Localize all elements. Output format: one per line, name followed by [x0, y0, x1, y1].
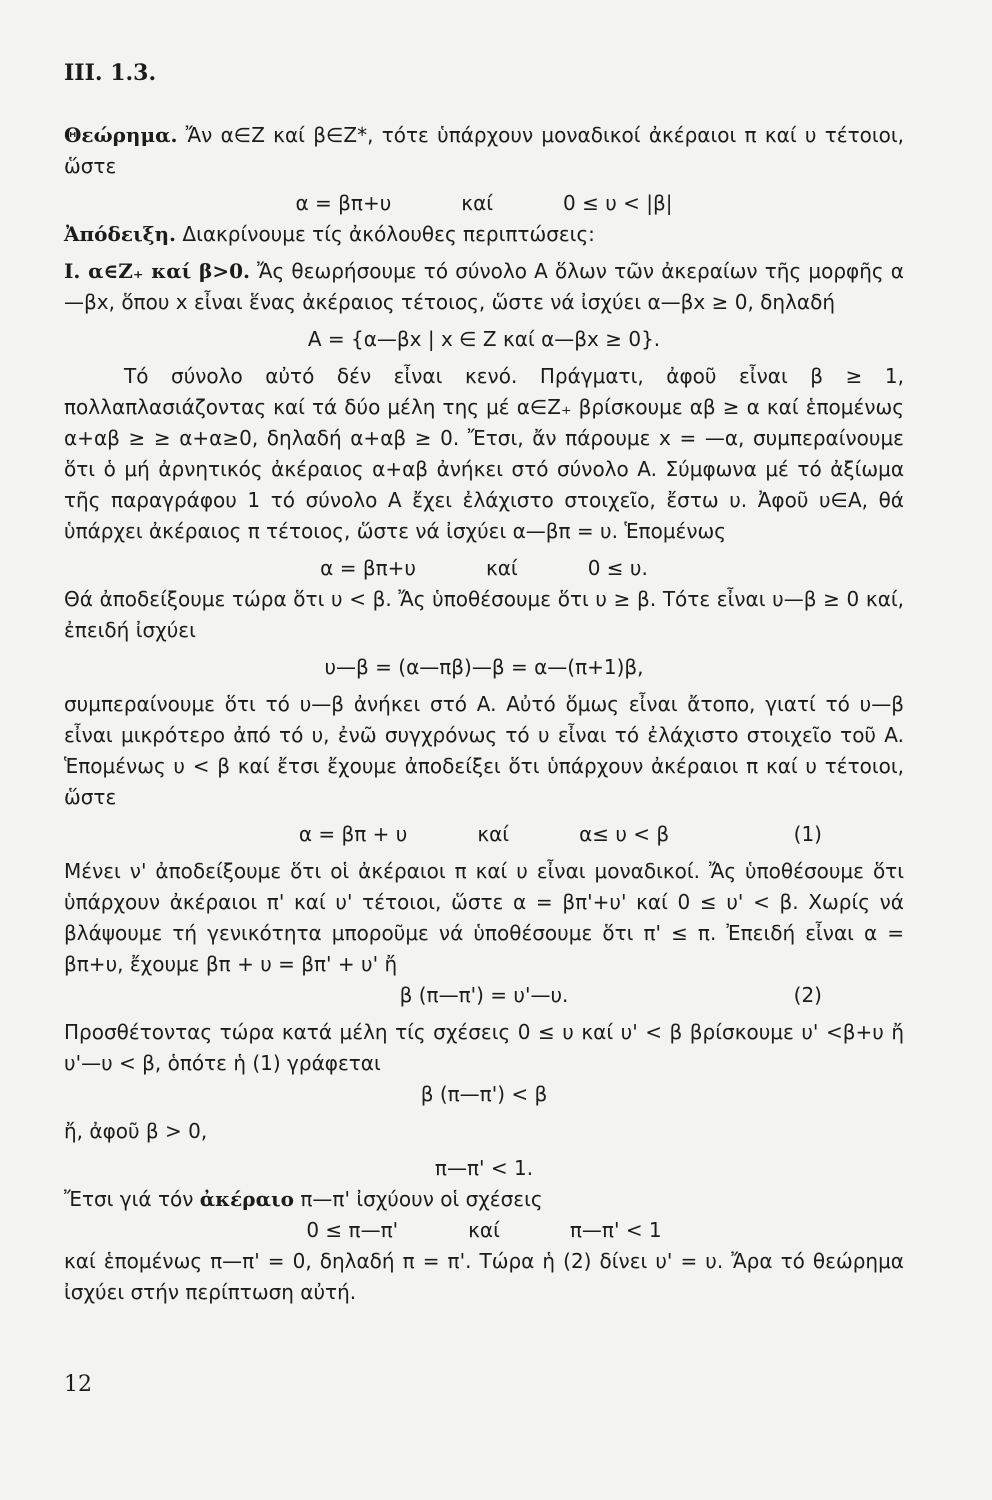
equation-2: [64, 980, 904, 1011]
case-text: Ἄς θεωρήσουμε τό σύνολο A ὅλων τῶν ἀκεραίων τῆς μορφῆς α—βx, ὅπου x εἶναι ἕνας ἀκέραιος τέτοιος, ὥστε νά ἰσχύει α—βx ≥ 0, δηλαδή: [64, 259, 904, 314]
paragraph-since: ἤ, ἀφοῦ β > 0,: [64, 1119, 208, 1143]
equation-number: (2): [793, 983, 822, 1007]
page-number: 12: [64, 1372, 92, 1397]
equation-left: α = βπ + υ: [298, 822, 408, 846]
equation-conjunction: καί: [461, 191, 494, 215]
theorem-text: Ἄν α∈Z καί β∈Z*, τότε ὑπάρχουν μοναδικοί ἀκέραιοι π καί υ τέτοιοι, ὥστε: [64, 123, 904, 178]
equation-bounds: [64, 1215, 904, 1246]
theorem-equation: [64, 188, 904, 219]
equation-left: α = βπ+υ: [320, 556, 416, 580]
paragraph-nonempty: Τό σύνολο αὐτό δέν εἶναι κενό. Πράγματι, ἀφοῦ εἶναι β ≥ 1, πολλαπλασιάζοντας καί τά δύο μέλη της μέ α∈Z₊ βρίσκουμε αβ ≥ α καί ἑπομένως α+αβ ≥ ≥ α+α≥0, δηλαδή α+αβ ≥ 0. Ἔτσι, ἄν πάρουμε x = —α, συμπεραίνουμε ὅτι ὁ μή ἀρνητικός ἀκέραιος α+αβ ἀνήκει στό σύνολο A. Σύμφωνα μέ τό ἀξίωμα τῆς παραγράφου 1 τό σύνολο A ἔχει ἐλάχιστο στοιχεῖο, ἔστω υ. Ἀφοῦ υ∈A, θά ὑπάρχει ἀκέραιος π τέτοιος, ὥστε νά ἰσχύει α—βπ = υ. Ἑπομένως: [64, 364, 904, 543]
text-segment: π—π' ἰσχύουν οἱ σχέσεις: [300, 1187, 543, 1211]
proof-label: Ἀπόδειξη.: [64, 222, 177, 246]
equation-less-than-one: π—π' < 1.: [434, 1156, 534, 1180]
equation-right: α≤ υ < β: [579, 822, 670, 846]
proof-intro: [64, 219, 904, 250]
equation-existence: [64, 553, 904, 584]
emphasis: ἀκέραιο: [199, 1187, 295, 1211]
case-label: I. α∈Z₊ καί β>0.: [64, 259, 250, 283]
equation-difference: υ—β = (α—πβ)—β = α—(π+1)β,: [324, 655, 644, 679]
paragraph-add: Προσθέτοντας τώρα κατά μέλη τίς σχέσεις 0 ≤ υ καί υ' < β βρίσκουμε υ' <β+υ ἤ υ'—υ < β, ὁπότε ἡ (1) γράφεται: [64, 1020, 904, 1075]
paragraph-show: Θά ἀποδείξουμε τώρα ὅτι υ < β. Ἄς ὑποθέσουμε ὅτι υ ≥ β. Τότε εἶναι υ—β ≥ 0 καί, ἐπειδή ἰσχύει: [64, 587, 904, 642]
section-number: III. 1.3.: [64, 60, 157, 86]
equation-right: 0 ≤ υ.: [587, 556, 648, 580]
paragraph-absurd: συμπεραίνουμε ὅτι τό υ—β ἀνήκει στό A. Αὐτό ὅμως εἶναι ἄτοπο, γιατί τό υ—β εἶναι μικρότερο ἀπό τό υ, ἐνῶ συγχρόνως τό υ εἶναι τό ἐλάχιστο στοιχεῖο τοῦ A. Ἑπομένως υ < β καί ἔτσι ἔχουμε ἀποδείξει ὅτι ὑπάρχουν ἀκέραιοι π καί υ τέτοιοι, ὥστε: [64, 692, 904, 809]
case-one: [64, 256, 904, 318]
paragraph-conclusion: καί ἑπομένως π—π' = 0, δηλαδή π = π'. Τώρα ἡ (2) δίνει υ' = υ. Ἄρα τό θεώρημα ἰσχύει στήν περίπτωση αὐτή.: [64, 1249, 904, 1304]
equation-number: (1): [793, 822, 822, 846]
set-definition: A = {α—βx | x ∈ Z καί α—βx ≥ 0}.: [307, 327, 661, 351]
equation-right: π—π' < 1: [569, 1218, 662, 1242]
equation-right: 0 ≤ υ < |β|: [563, 191, 673, 215]
equation-inequality: β (π—π') < β: [420, 1082, 548, 1106]
theorem-statement: [64, 120, 904, 182]
equation-conjunction: καί: [485, 556, 518, 580]
equation-conjunction: καί: [477, 822, 510, 846]
theorem-label: Θεώρημα.: [64, 123, 178, 147]
proof-intro-text: Διακρίνουμε τίς ἀκόλουθες περιπτώσεις:: [182, 222, 595, 246]
equation-conjunction: καί: [468, 1218, 500, 1242]
equation-body: β (π—π') = υ'—υ.: [399, 983, 569, 1007]
text-segment: Ἔτσι γιά τόν: [64, 1187, 194, 1211]
equation-left: α = βπ+υ: [295, 191, 392, 215]
equation-left: 0 ≤ π—π': [306, 1218, 399, 1242]
paragraph-integer: [64, 1184, 904, 1215]
equation-1: [64, 819, 904, 850]
page-body: [64, 120, 904, 1308]
paragraph-uniqueness: Μένει ν' ἀποδείξουμε ὅτι οἱ ἀκέραιοι π καί υ εἶναι μοναδικοί. Ἄς ὑποθέσουμε ὅτι ὑπάρχουν ἀκέραιοι π' καί υ' τέτοιοι, ὥστε α = βπ'+υ' καί 0 ≤ υ' < β. Χωρίς νά βλάψουμε τή γενικότητα μποροῦμε νά ὑποθέσουμε ὅτι π' ≤ π. Ἐπειδή εἶναι α = βπ+υ, ἔχουμε βπ + υ = βπ' + υ' ἤ: [64, 859, 904, 976]
